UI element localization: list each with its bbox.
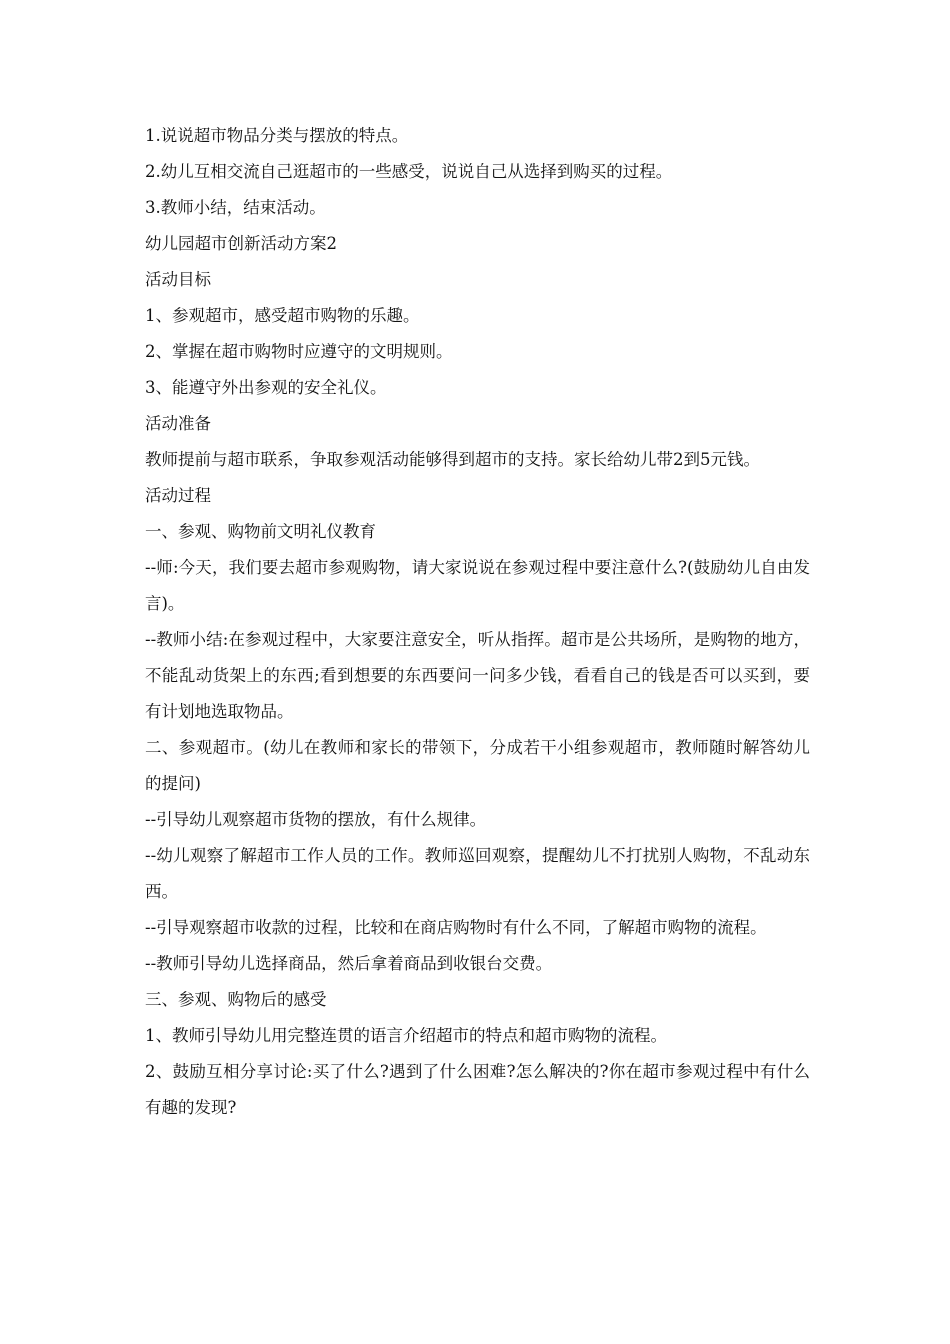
paragraph-2: 2.幼儿互相交流自己逛超市的一些感受，说说自己从选择到购买的过程。	[145, 162, 673, 181]
document-body	[145, 118, 810, 1126]
goal-2: 2、掌握在超市购物时应遵守的文明规则。	[145, 342, 453, 361]
process-text-4: --幼儿观察了解超市工作人员的工作。教师巡回观察，提醒幼儿不打扰别人购物，不乱动东西。	[145, 846, 810, 901]
heading-goals: 活动目标	[145, 270, 211, 289]
section-title: 幼儿园超市创新活动方案2	[145, 234, 337, 253]
process-text-7: 1、教师引导幼儿用完整连贯的语言介绍超市的特点和超市购物的流程。	[145, 1026, 667, 1045]
goal-1: 1、参观超市，感受超市购物的乐趣。	[145, 306, 420, 325]
goal-3: 3、能遵守外出参观的安全礼仪。	[145, 378, 387, 397]
paragraph-3: 3.教师小结，结束活动。	[145, 198, 326, 217]
process-text-8: 2、鼓励互相分享讨论:买了什么?遇到了什么困难?怎么解决的?你在超市参观过程中有什么有趣的发现?	[145, 1062, 810, 1117]
process-step-3: 三、参观、购物后的感受	[145, 990, 327, 1009]
heading-preparation: 活动准备	[145, 414, 211, 433]
process-text-1: --师:今天，我们要去超市参观购物，请大家说说在参观过程中要注意什么?(鼓励幼儿自由发言)。	[145, 558, 810, 613]
process-step-1: 一、参观、购物前文明礼仪教育	[145, 522, 376, 541]
heading-process: 活动过程	[145, 486, 211, 505]
process-text-6: --教师引导幼儿选择商品，然后拿着商品到收银台交费。	[145, 954, 553, 973]
process-text-5: --引导观察超市收款的过程，比较和在商店购物时有什么不同，了解超市购物的流程。	[145, 918, 767, 937]
process-step-2: 二、参观超市。(幼儿在教师和家长的带领下，分成若干小组参观超市，教师随时解答幼儿的提问)	[145, 738, 810, 793]
process-text-2: --教师小结:在参观过程中，大家要注意安全，听从指挥。超市是公共场所，是购物的地方，不能乱动货架上的东西;看到想要的东西要问一问多少钱，看看自己的钱是否可以买到，要有计划地选取物品。	[145, 630, 810, 721]
paragraph-1: 1.说说超市物品分类与摆放的特点。	[145, 126, 409, 145]
process-text-3: --引导幼儿观察超市货物的摆放，有什么规律。	[145, 810, 487, 829]
preparation-text: 教师提前与超市联系，争取参观活动能够得到超市的支持。家长给幼儿带2到5元钱。	[145, 450, 760, 469]
